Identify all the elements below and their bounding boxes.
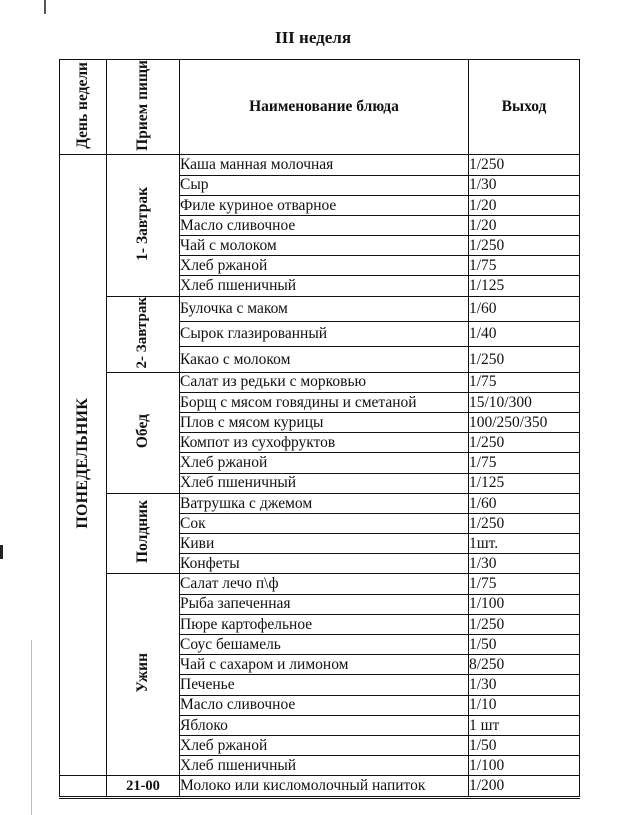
- output-cell: 1/10: [469, 695, 580, 715]
- dish-cell: Масло сливочное: [180, 695, 469, 715]
- dish-cell: Какао с молоком: [180, 347, 469, 372]
- dish-cell: Хлеб ржаной: [180, 256, 469, 276]
- dish-cell: Рыба запеченная: [180, 594, 469, 614]
- output-cell: 1/75: [469, 256, 580, 276]
- dish-cell: Сок: [180, 513, 469, 533]
- output-cell: 1/250: [469, 347, 580, 372]
- output-cell: 1/250: [469, 614, 580, 634]
- dish-cell: Масло сливочное: [180, 215, 469, 235]
- dish-cell: Молоко или кисломолочный напиток: [180, 776, 469, 797]
- output-cell: 1шт.: [469, 534, 580, 554]
- page-title: III неделя: [274, 28, 352, 47]
- dish-cell: Плов с мясом курицы: [180, 412, 469, 432]
- output-cell: 1/75: [469, 574, 580, 594]
- meal-cell-dinner: Ужин: [107, 574, 180, 776]
- dish-cell: Чай с сахаром и лимоном: [180, 655, 469, 675]
- output-cell: 8/250: [469, 655, 580, 675]
- table-row: [60, 372, 580, 392]
- table-row-evening: [60, 776, 580, 797]
- dish-cell: Булочка с маком: [180, 296, 469, 321]
- meal-time-cell: 21-00: [107, 776, 180, 797]
- header-output: Выход: [469, 60, 580, 155]
- scan-edge-mark-top: [44, 0, 46, 14]
- dish-cell: Хлеб пшеничный: [180, 756, 469, 776]
- meal-cell-lunch: Обед: [107, 372, 180, 493]
- output-cell: 1/50: [469, 635, 580, 655]
- table-row: [60, 296, 580, 321]
- meal-cell-snack: Полдник: [107, 493, 180, 574]
- dish-cell: Пюре картофельное: [180, 614, 469, 634]
- dish-cell: Сыр: [180, 175, 469, 195]
- dish-cell: Борщ с мясом говядины и сметаной: [180, 392, 469, 412]
- output-cell: 1/30: [469, 554, 580, 574]
- dish-cell: Сырок глазированный: [180, 321, 469, 346]
- output-cell: 1/50: [469, 735, 580, 755]
- table-row: [60, 574, 580, 594]
- table-header-row: [60, 60, 580, 155]
- dish-cell: Филе куриное отварное: [180, 195, 469, 215]
- output-cell: 1/30: [469, 175, 580, 195]
- dish-cell: Хлеб пшеничный: [180, 473, 469, 493]
- dish-cell: Конфеты: [180, 554, 469, 574]
- output-cell: 1/20: [469, 215, 580, 235]
- scan-edge-line-left: [31, 640, 32, 815]
- output-cell: 1/60: [469, 296, 580, 321]
- table-row: [60, 493, 580, 513]
- meal-cell-breakfast-2: 2- Завтрак: [107, 296, 180, 372]
- dish-cell: Салат из редьки с морковью: [180, 372, 469, 392]
- meal-cell-breakfast-1: 1- Завтрак: [107, 155, 180, 296]
- dish-cell: Яблоко: [180, 715, 469, 735]
- header-day: День недели: [60, 60, 107, 155]
- scan-edge-mark-left: [0, 545, 3, 559]
- output-cell: 1/100: [469, 756, 580, 776]
- output-cell: 1/75: [469, 453, 580, 473]
- header-meal: Прием пищи: [107, 60, 180, 155]
- day-cell: ПОНЕДЕЛЬНИК: [60, 155, 107, 776]
- dish-cell: Хлеб ржаной: [180, 735, 469, 755]
- dish-cell: Чай с молоком: [180, 236, 469, 256]
- output-cell: 1/60: [469, 493, 580, 513]
- output-cell: 1/250: [469, 433, 580, 453]
- dish-cell: Хлеб пшеничный: [180, 276, 469, 296]
- dish-cell: Соус бешамель: [180, 635, 469, 655]
- header-dish-name: Наименование блюда: [180, 60, 469, 155]
- output-cell: 1/20: [469, 195, 580, 215]
- output-cell: 15/10/300: [469, 392, 580, 412]
- dish-cell: Салат лечо п\ф: [180, 574, 469, 594]
- output-cell: 1/125: [469, 276, 580, 296]
- output-cell: 1 шт: [469, 715, 580, 735]
- dish-cell: Киви: [180, 534, 469, 554]
- output-cell: 1/250: [469, 236, 580, 256]
- dish-cell: Компот из сухофруктов: [180, 433, 469, 453]
- dish-cell: Печенье: [180, 675, 469, 695]
- output-cell: 1/40: [469, 321, 580, 346]
- output-cell: 1/250: [469, 155, 580, 175]
- output-cell: 1/75: [469, 372, 580, 392]
- dish-cell: Хлеб ржаной: [180, 453, 469, 473]
- output-cell: 100/250/350: [469, 412, 580, 432]
- output-cell: 1/200: [469, 776, 580, 797]
- output-cell: 1/125: [469, 473, 580, 493]
- dish-cell: Каша манная молочная: [180, 155, 469, 175]
- dish-cell: Ватрушка с джемом: [180, 493, 469, 513]
- day-cell-empty: [60, 776, 107, 797]
- output-cell: 1/100: [469, 594, 580, 614]
- output-cell: 1/30: [469, 675, 580, 695]
- table-row: [60, 155, 580, 175]
- menu-table: [59, 59, 580, 799]
- output-cell: 1/250: [469, 513, 580, 533]
